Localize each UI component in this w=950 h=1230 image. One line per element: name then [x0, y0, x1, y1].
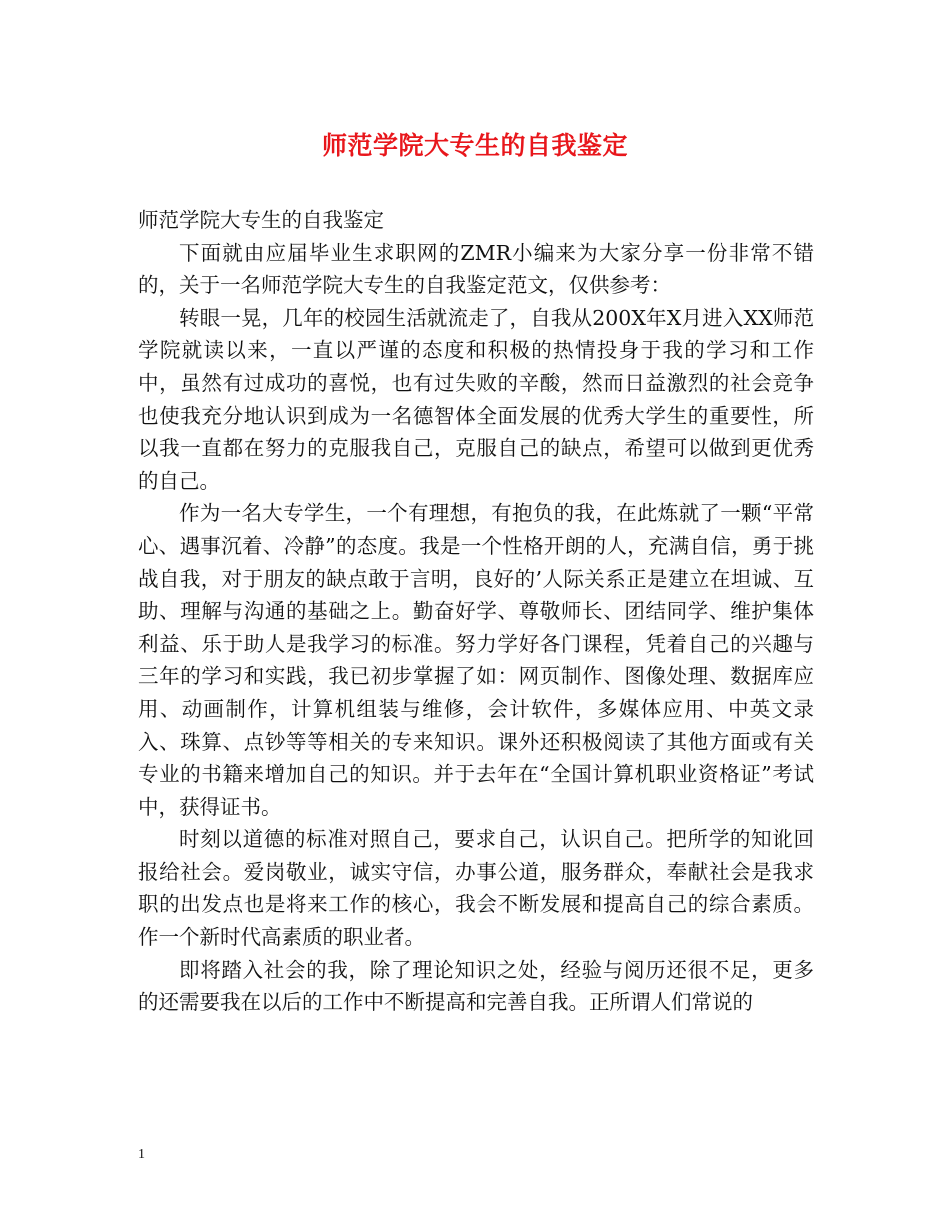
paragraph-intro: 下面就由应届毕业生求职网的ZMR小编来为大家分享一份非常不错的，关于一名师范学院大专生的自我鉴定范文，仅供参考：: [138, 240, 814, 298]
paragraph-4: 即将踏入社会的我，除了理论知识之处，经验与阅历还很不足，更多的还需要我在以后的工作中不断提高和完善自我。正所谓人们常说的: [138, 957, 814, 1015]
document-title: 师范学院大专生的自我鉴定: [321, 131, 628, 160]
paragraph-2: 作为一名大专学生，一个有理想，有抱负的我，在此炼就了一颗“平常心、遇事沉着、冷静”的态度。我是一个性格开朗的人，充满自信，勇于挑战自我，对于朋友的缺点敢于言明，良好的’人际关系正是建立在坦诚、互助、理解与沟通的基础之上。勤奋好学、尊敬师长、团结同学、维护集体利益、乐于助人是我学习的标准。努力学好各门课程，凭着自己的兴趣与三年的学习和实践，我已初步掌握了如：网页制作、图像处理、数据库应用、动画制作，计算机组装与维修，会计软件，多媒体应用、中英文录入、珠算、点钞等等相关的专来知识。课外还积极阅读了其他方面或有关专业的书籍来增加自己的知识。并于去年在“全国计算机职业资格证”考试中，获得证书。: [138, 501, 814, 819]
document-body: [138, 204, 814, 1019]
page-number: 1: [138, 1147, 145, 1162]
paragraph-3: 时刻以道德的标准对照自己，要求自己，认识自己。把所学的知讹回报给社会。爱岗敬业，诚实守信，办事公道，服务群众，奉献社会是我求职的出发点也是将来工作的核心，我会不断发展和提高自己的综合素质。作一个新时代高素质的职业者。: [138, 827, 814, 950]
paragraph-1: 转眼一晃，几年的校园生活就流走了，自我从200X年X月进入XX师范学院就读以来，一直以严谨的态度和积极的热情投身于我的学习和工作中，虽然有过成功的喜悦，也有过失败的辛酸，然而日益激烈的社会竞争也使我充分地认识到成为一名德智体全面发展的优秀大学生的重要性，所以我一直都在努力的克服我自己，克服自己的缺点，希望可以做到更优秀的自己。: [138, 305, 814, 493]
body-heading: 师范学院大专生的自我鉴定: [138, 208, 384, 232]
